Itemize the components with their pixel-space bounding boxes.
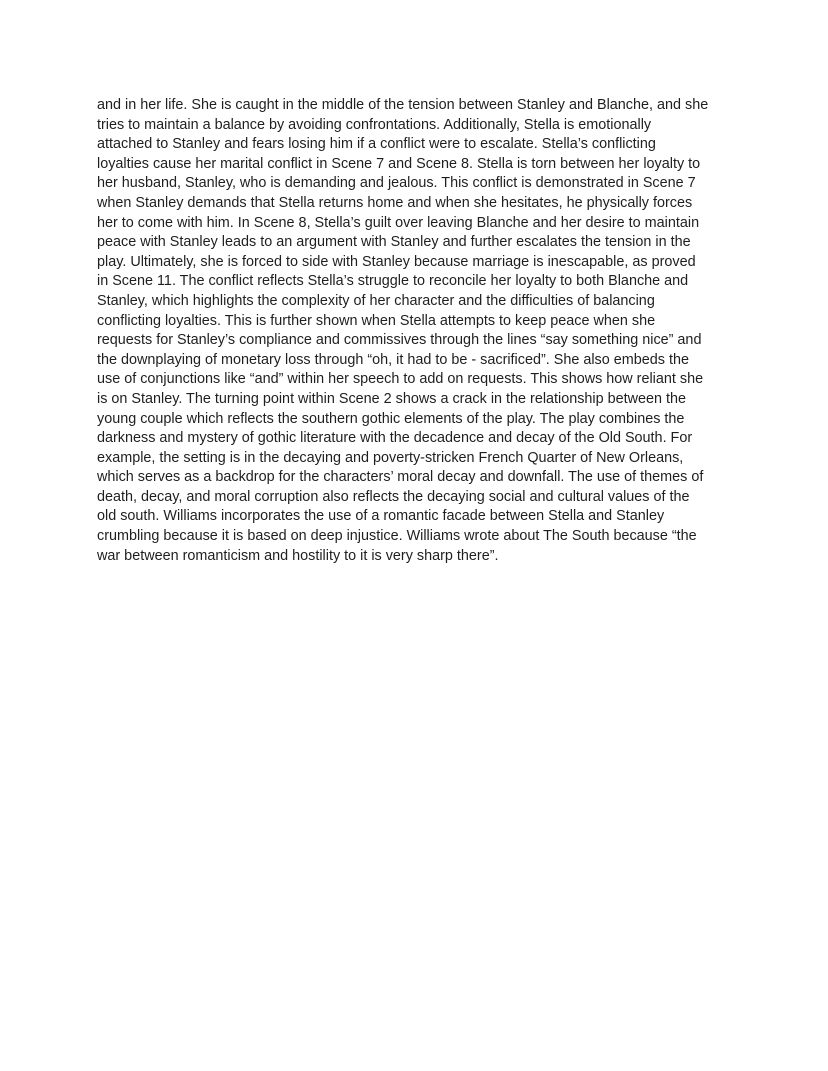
paragraph-line: death, decay, and moral corruption also reflects the decaying social and cultural values of the (97, 488, 690, 505)
paragraph-line: loyalties cause her marital conflict in Scene 7 and Scene 8. Stella is torn between her loyalty to (97, 155, 701, 172)
paragraph-line: young couple which reflects the southern gothic elements of the play. The play combines the (97, 410, 685, 427)
paragraph-line: her husband, Stanley, who is demanding and jealous. This conflict is demonstrated in Scene 7 (97, 175, 696, 192)
paragraph-line: war between romanticism and hostility to it is very sharp there”. (97, 547, 499, 564)
paragraph-line: which serves as a backdrop for the characters’ moral decay and downfall. The use of themes of (97, 469, 704, 486)
paragraph-line: conflicting loyalties. This is further shown when Stella attempts to keep peace when she (97, 312, 656, 329)
body-paragraph (97, 96, 737, 566)
paragraph-line: the downplaying of monetary loss through “oh, it had to be - sacrificed”. She also embeds the (97, 351, 689, 368)
paragraph-line: tries to maintain a balance by avoiding confrontations. Additionally, Stella is emotionally (97, 116, 652, 133)
paragraph-line: old south. Williams incorporates the use of a romantic facade between Stella and Stanley (97, 508, 665, 525)
paragraph-line: when Stanley demands that Stella returns home and when she hesitates, he physically forces (97, 194, 693, 211)
paragraph-line: play. Ultimately, she is forced to side with Stanley because marriage is inescapable, as proved (97, 253, 696, 270)
paragraph-line: peace with Stanley leads to an argument with Stanley and further escalates the tension in the (97, 234, 691, 251)
paragraph-line: example, the setting is in the decaying and poverty-stricken French Quarter of New Orleans, (97, 449, 684, 466)
paragraph-line: is on Stanley. The turning point within Scene 2 shows a crack in the relationship between the (97, 390, 687, 407)
paragraph-line: requests for Stanley’s compliance and commissives through the lines “say something nice” and (97, 332, 702, 349)
paragraph-line: in Scene 11. The conflict reflects Stella’s struggle to reconcile her loyalty to both Blanche and (97, 273, 689, 290)
paragraph-line: crumbling because it is based on deep injustice. Williams wrote about The South because “the (97, 528, 697, 545)
paragraph-line: attached to Stanley and fears losing him if a conflict were to escalate. Stella’s conflicting (97, 136, 656, 153)
paragraph-line: Stanley, which highlights the complexity of her character and the difficulties of balancing (97, 292, 655, 309)
paragraph-line: and in her life. She is caught in the middle of the tension between Stanley and Blanche, and she (97, 97, 709, 113)
paragraph-line: use of conjunctions like “and” within her speech to add on requests. This shows how reliant she (97, 371, 704, 388)
paragraph-line: her to come with him. In Scene 8, Stella’s guilt over leaving Blanche and her desire to maintain (97, 214, 700, 231)
paragraph-line: darkness and mystery of gothic literature with the decadence and decay of the Old South. For (97, 430, 693, 447)
